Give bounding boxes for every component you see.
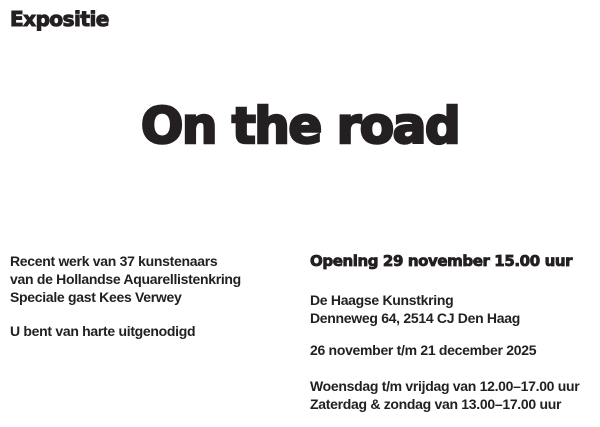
opening-hours-weekend: Zaterdag & zondag van 13.00–17.00 uur [310,396,562,412]
exposition-kicker: Expositie [10,7,109,31]
exhibition-dates: 26 november t/m 21 december 2025 [310,342,537,358]
invitation-line: U bent van harte uitgenodigd [10,323,196,339]
venue-address: Denneweg 64, 2514 CJ Den Haag [310,310,520,326]
info-columns [10,252,590,413]
description-line-2: van de Hollandse Aquarellistenkring [10,271,241,287]
opening-hours-weekdays: Woensdag t/m vrijdag van 12.00–17.00 uur [310,378,580,394]
poster-title: On the road [140,97,460,155]
description-line-3: Speciale gast Kees Verwey [10,289,182,305]
venue-name: De Haagse Kunstkring [310,292,454,308]
event-details-column [310,252,590,413]
opening-hours-block [310,377,590,413]
venue-block [310,291,590,327]
opening-announcement: Opening 29 november 15.00 uur [310,252,573,270]
description-line-1: Recent werk van 37 kunstenaars [10,253,218,269]
exhibition-description-column [10,252,310,413]
